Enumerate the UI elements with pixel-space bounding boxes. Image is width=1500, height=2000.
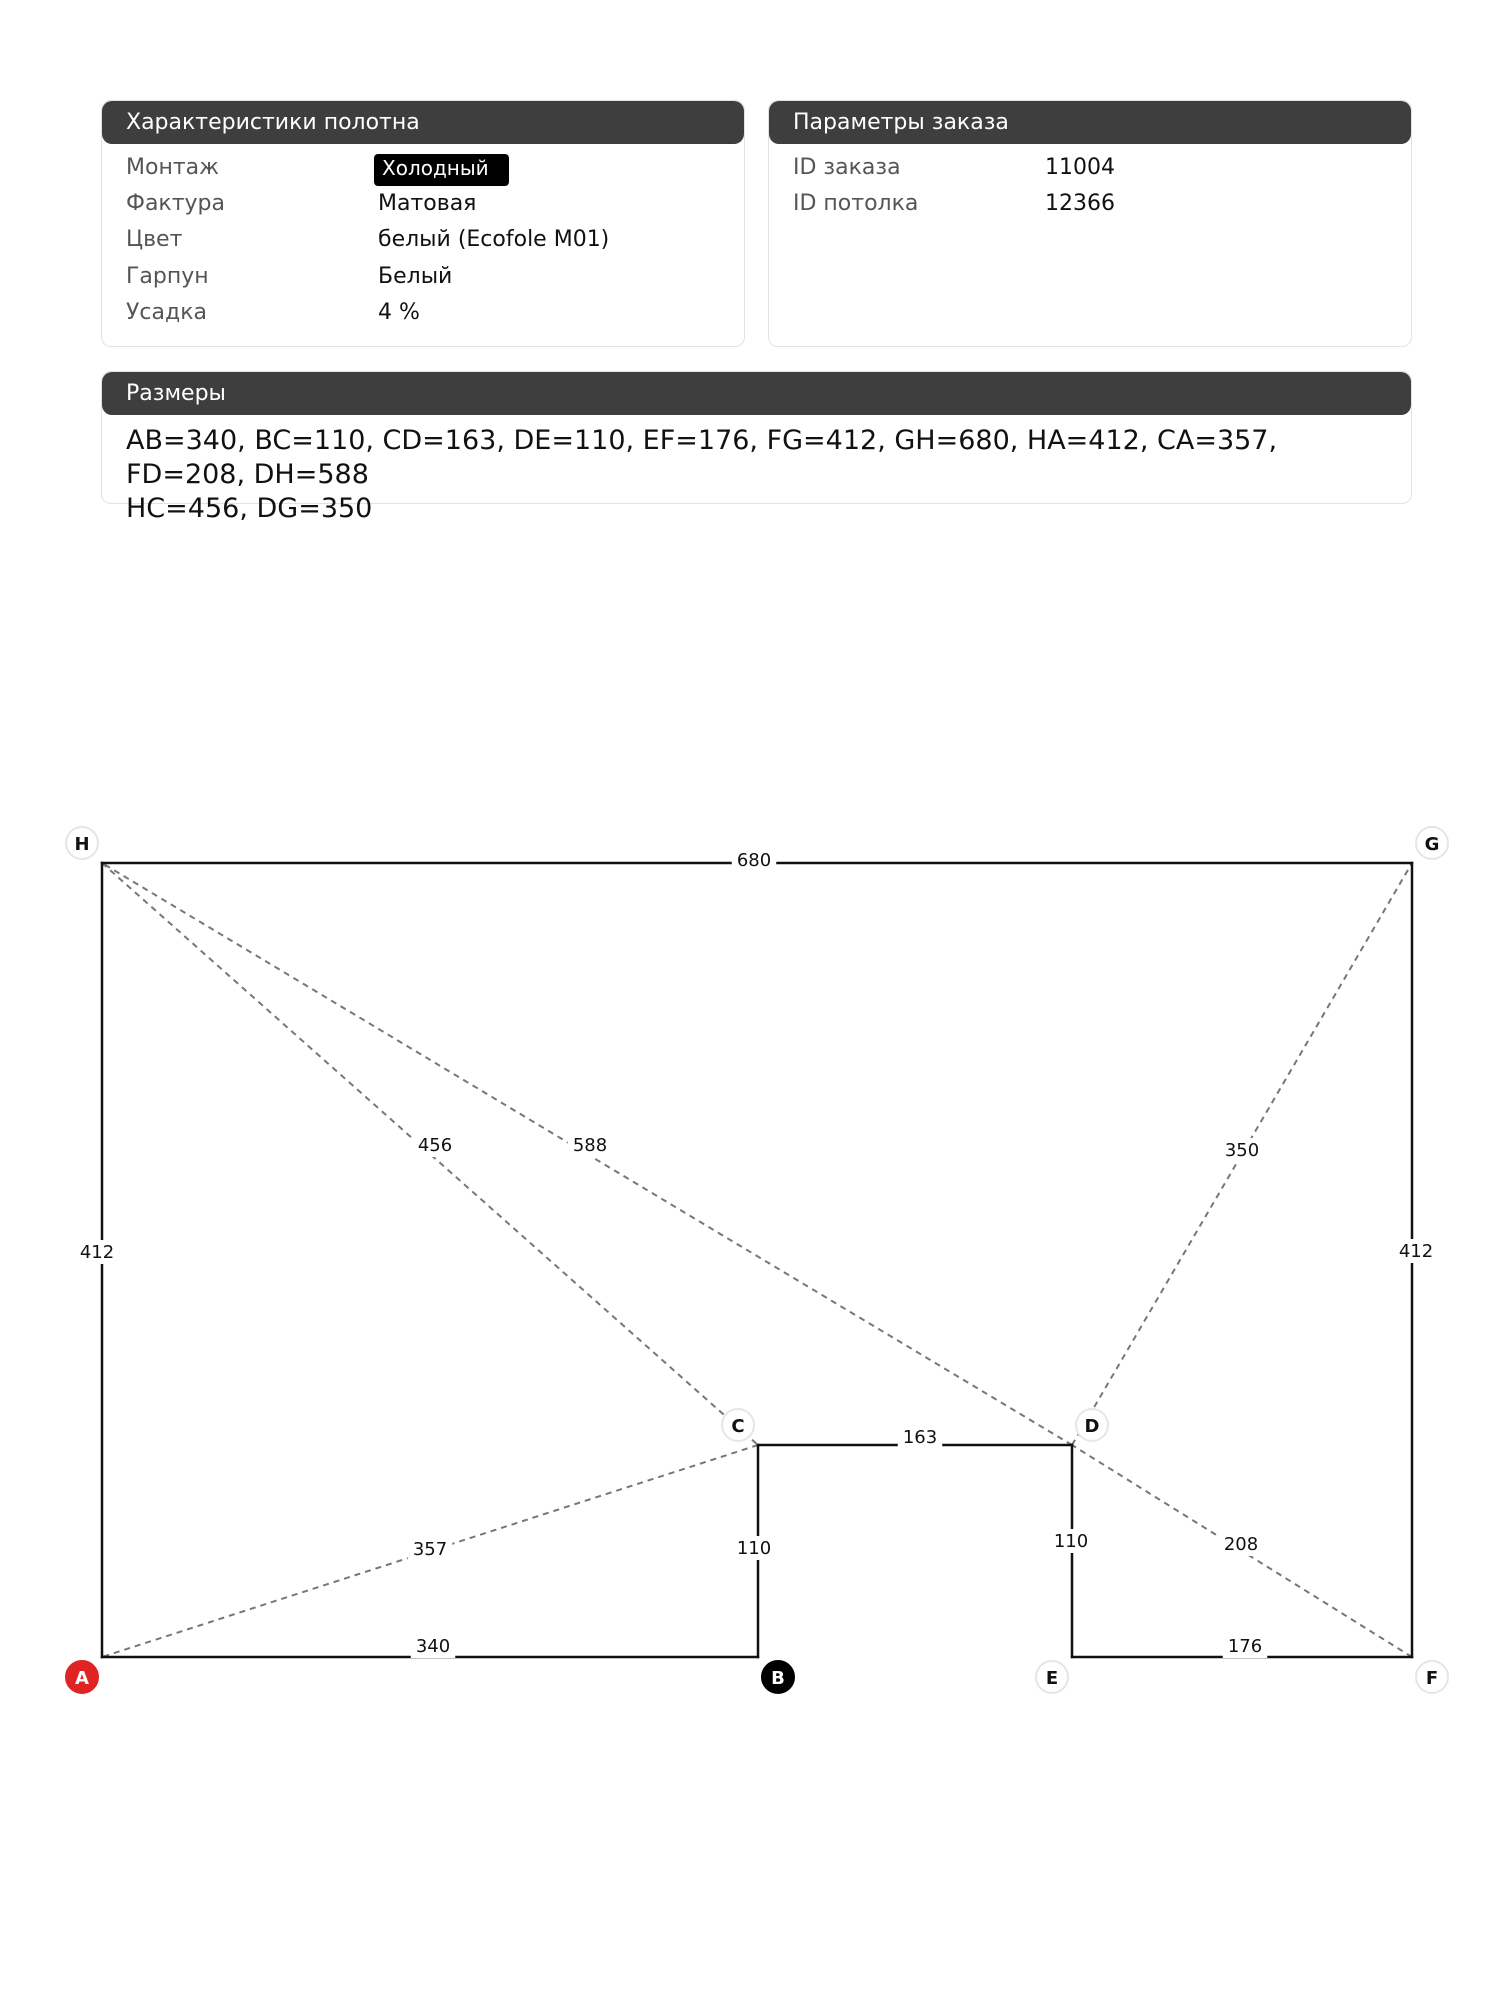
mount-label: Монтаж	[126, 155, 219, 180]
order-params-title: Параметры заказа	[769, 101, 1411, 144]
sizes-line-1: AB=340, BC=110, CD=163, DE=110, EF=176, FG=412, GH=680, HA=412, CA=357, FD=208, DH=588	[126, 425, 1278, 490]
texture-value: Матовая	[378, 191, 477, 216]
edge-label-BC: 110	[736, 1538, 772, 1559]
edge-label-FG: 412	[1398, 1241, 1434, 1262]
shrinkage-value: 4 %	[378, 300, 420, 325]
vertex-label-D: D	[1084, 1416, 1100, 1437]
vertex-label-E: E	[1045, 1668, 1059, 1689]
shrinkage-label: Усадка	[126, 300, 207, 325]
vertex-label-F: F	[1425, 1668, 1439, 1689]
ceiling-id-label: ID потолка	[793, 191, 919, 216]
sizes-line-2: HC=456, DG=350	[126, 493, 373, 524]
diagonal-label-CA: 357	[412, 1539, 448, 1560]
mount-value-badge: Холодный	[374, 154, 509, 186]
vertex-label-C: C	[731, 1416, 745, 1437]
diagonal-label-DG: 350	[1224, 1140, 1260, 1161]
edge-label-EF: 176	[1227, 1636, 1263, 1657]
diagonal-label-FD: 208	[1223, 1534, 1259, 1555]
harpoon-value: Белый	[378, 264, 453, 289]
sizes-title: Размеры	[102, 372, 1411, 415]
vertex-label-G: G	[1424, 834, 1440, 855]
color-label: Цвет	[126, 227, 183, 252]
ceiling-id-value: 12366	[1045, 191, 1115, 216]
diagonal-label-HC: 456	[417, 1135, 453, 1156]
order-id-value: 11004	[1045, 155, 1115, 180]
color-value: белый (Ecofole M01)	[378, 227, 610, 252]
edge-label-GH: 680	[736, 850, 772, 871]
order-id-label: ID заказа	[793, 155, 901, 180]
canvas-specs-title: Характеристики полотна	[102, 101, 744, 144]
vertex-label-B: B	[771, 1668, 785, 1689]
edge-label-DE: 110	[1053, 1531, 1089, 1552]
diagonal-label-DH: 588	[572, 1135, 608, 1156]
edge-label-HA: 412	[79, 1242, 115, 1263]
edge-label-AB: 340	[415, 1636, 451, 1657]
texture-label: Фактура	[126, 191, 225, 216]
edge-label-CD: 163	[902, 1427, 938, 1448]
vertex-label-H: H	[74, 834, 90, 855]
vertex-label-A: A	[75, 1668, 89, 1689]
harpoon-label: Гарпун	[126, 264, 209, 289]
